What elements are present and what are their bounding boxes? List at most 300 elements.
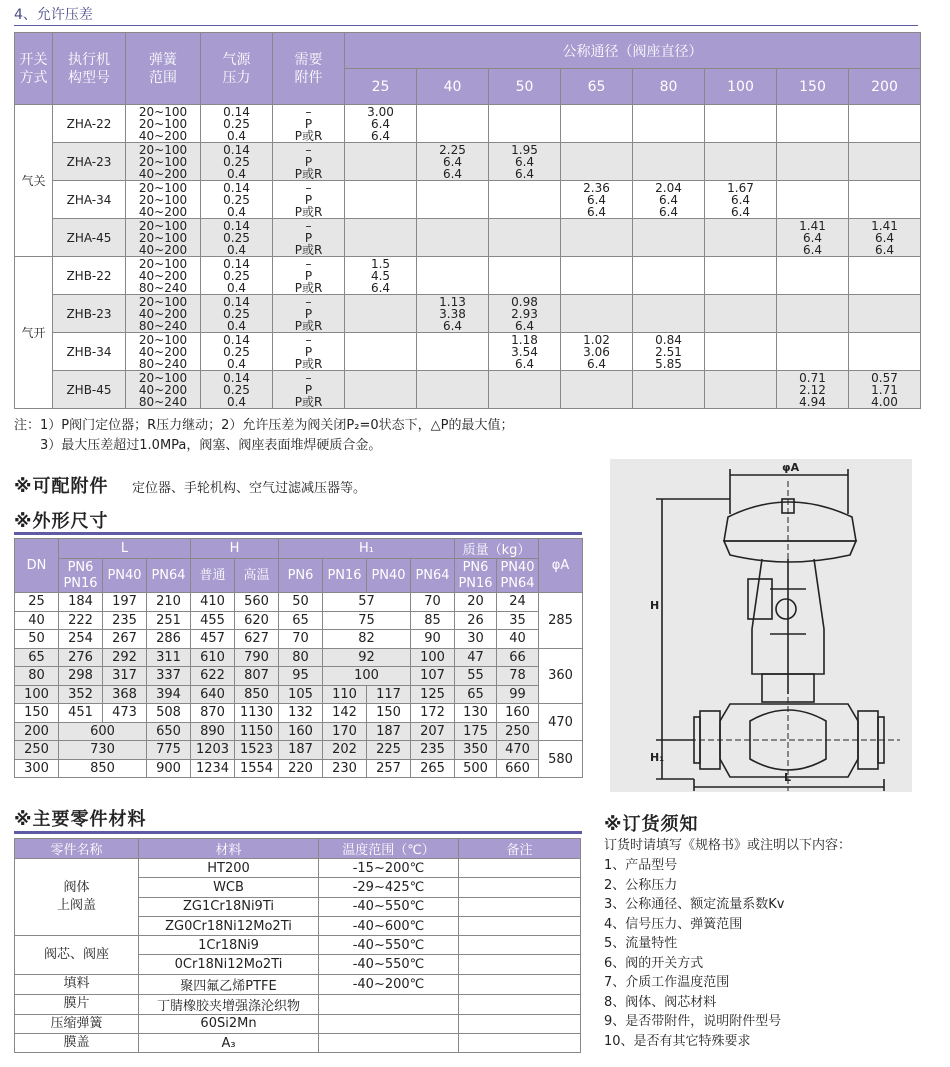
table-row [15,667,583,686]
pressure-value-cell [561,105,633,143]
title-underline [14,25,918,26]
pressure-value-cell [849,143,921,181]
l-cell: 276 [59,648,103,667]
materials-underline [14,831,582,834]
pressure-value-cell [633,143,705,181]
dim-cell: 55 [455,667,497,686]
dim-cell: 65 [455,685,497,704]
dim-cell: 250 [497,722,539,741]
dim-cell: 337 [147,667,191,686]
table-row [15,994,581,1014]
header-sub: 普通 [191,559,235,593]
pressure-value-cell [705,295,777,333]
dim-cell: 251 [147,611,191,630]
header-sub: PN40 [367,559,411,593]
pressure-value-cell [417,333,489,371]
header-nominal-diameter: 公称通径（阀座直径） [345,33,921,69]
part-name-cell: 阀体 上阀盖 [15,859,139,936]
header-switch_mode: 开关 方式 [15,33,53,105]
dimensions-title: ※外形尺寸 [14,511,109,532]
material-cell: A₃ [139,1034,319,1053]
remark-cell [459,897,581,916]
temperature-cell: -40~600℃ [319,916,459,935]
pressure-value-cell: 2.25 6.4 6.4 [417,143,489,181]
pressure-table [14,32,921,409]
dim-cell: 132 [279,704,323,723]
dn-cell: 250 [15,741,59,760]
section-title-allowable-pressure: 4、允许压差 [14,7,93,23]
h1-cell: 257 [367,759,411,778]
phiA-cell: 285 [539,593,583,649]
pressure-value-cell [849,181,921,219]
pressure-value-cell [633,219,705,257]
dn-cell: 300 [15,759,59,778]
l-cell: 267 [103,630,147,649]
valve-drawing [610,459,912,792]
header-sub: PN6 PN16 [455,559,497,593]
l-cell: 850 [59,759,147,778]
pressure-value-cell: 1.13 3.38 6.4 [417,295,489,333]
temperature-cell [319,994,459,1014]
dim-cell: 850 [235,685,279,704]
header-dn: 40 [417,69,489,105]
dim-cell: 1523 [235,741,279,760]
pressure-value-cell [489,219,561,257]
dimensions-table [14,538,583,778]
l-cell: 473 [103,704,147,723]
dim-cell: 1554 [235,759,279,778]
ordering-list [604,856,785,1051]
materials-header: 备注 [459,839,581,859]
h1-cell: 142 [323,704,367,723]
pressure-value-cell [417,219,489,257]
dim-cell: 66 [497,648,539,667]
part-name-cell: 阀芯、阀座 [15,936,139,975]
label-H: H [650,599,660,612]
materials-table [14,838,581,1053]
temperature-cell [319,1034,459,1053]
pressure-table-wrap [14,32,921,409]
dim-cell: 26 [455,611,497,630]
dn-cell: 65 [15,648,59,667]
table-row [15,593,583,612]
pressure-value-cell [633,105,705,143]
temperature-cell: -29~425℃ [319,878,459,897]
pressure-value-cell [345,181,417,219]
dim-cell: 50 [279,593,323,612]
l-cell: 730 [59,741,147,760]
pressure-value-cell [705,257,777,295]
h1-cell: 110 [323,685,367,704]
table-row [15,371,921,409]
ordering-item: 10、是否有其它特殊要求 [604,1033,751,1049]
material-cell: HT200 [139,859,319,878]
table-row [15,704,583,723]
header-h: H [191,539,279,559]
ordering-item: 1、产品型号 [604,858,678,873]
materials-title: ※主要零件材料 [14,809,147,830]
pressure-value-cell: 0.84 2.51 5.85 [633,333,705,371]
pressure-value-cell [417,371,489,409]
pressure-value-cell [561,143,633,181]
dn-cell: 200 [15,722,59,741]
dim-cell: 175 [455,722,497,741]
accessories-title: ※可配附件 [14,476,109,497]
actuator-model-cell: ZHB-22 [53,257,126,295]
dim-cell: 70 [279,630,323,649]
header-weight: 质量（kg） [455,539,539,559]
dim-cell: 187 [279,741,323,760]
dim-cell: 80 [279,648,323,667]
pressure-value-cell [417,181,489,219]
air-pressure-cell: 0.14 0.25 0.4 [201,333,273,371]
spring-range-cell: 20~100 20~100 40~200 [126,143,201,181]
valve-outline-svg [610,459,912,792]
air-pressure-cell: 0.14 0.25 0.4 [201,295,273,333]
dim-cell: 640 [191,685,235,704]
dim-cell: 40 [497,630,539,649]
actuator-model-cell: ZHA-22 [53,105,126,143]
pressure-value-cell: 1.95 6.4 6.4 [489,143,561,181]
ordering-item: 8、阀体、阀芯材料 [604,994,717,1010]
pressure-value-cell [777,143,849,181]
header-sub: PN64 [147,559,191,593]
header-sub: PN6 PN16 [59,559,103,593]
pressure-value-cell [561,257,633,295]
pressure-value-cell: 0.57 1.71 4.00 [849,371,921,409]
material-cell: 1Cr18Ni9 [139,936,319,955]
dim-cell: 100 [411,648,455,667]
remark-cell [459,1034,581,1053]
ordering-title: ※订货须知 [604,814,699,835]
actuator-model-cell: ZHB-23 [53,295,126,333]
pressure-value-cell: 0.71 2.12 4.94 [777,371,849,409]
air-pressure-cell: 0.14 0.25 0.4 [201,181,273,219]
temperature-cell: -40~550℃ [319,955,459,974]
dim-cell: 70 [411,593,455,612]
accessory-cell: – P P或R [273,257,345,295]
air-pressure-cell: 0.14 0.25 0.4 [201,143,273,181]
spring-range-cell: 20~100 40~200 80~240 [126,257,201,295]
header-dn: 50 [489,69,561,105]
remark-cell [459,936,581,955]
dn-cell: 40 [15,611,59,630]
dim-cell: 235 [411,741,455,760]
pressure-value-cell: 1.18 3.54 6.4 [489,333,561,371]
pressure-value-cell [489,371,561,409]
accessory-cell: – P P或R [273,105,345,143]
table-row [15,974,581,994]
h1-cell: 187 [367,722,411,741]
table-row [15,1014,581,1033]
pressure-value-cell: 1.5 4.5 6.4 [345,257,417,295]
header-dn: DN [15,539,59,593]
dn-cell: 25 [15,593,59,612]
l-cell: 292 [103,648,147,667]
pressure-value-cell [705,219,777,257]
label-H1: H₁ [650,751,665,764]
header-sub: PN16 [323,559,367,593]
materials-header: 零件名称 [15,839,139,859]
pressure-value-cell [777,257,849,295]
pressure-value-cell [849,105,921,143]
ordering-item: 7、介质工作温度范围 [604,975,730,990]
dim-cell: 394 [147,685,191,704]
header-h1: H₁ [279,539,455,559]
dim-cell: 99 [497,685,539,704]
table-row [15,859,581,878]
pressure-value-cell [561,295,633,333]
table-row [15,611,583,630]
dimensions-underline [14,532,582,535]
note-line-2: 3）最大压差超过1.0MPa，阀塞、阀座表面堆焊硬质合金。 [40,438,382,453]
air-pressure-cell: 0.14 0.25 0.4 [201,257,273,295]
pressure-value-cell: 2.36 6.4 6.4 [561,181,633,219]
actuator-model-cell: ZHB-45 [53,371,126,409]
material-cell: ZG1Cr18Ni9Ti [139,897,319,916]
pressure-value-cell [561,219,633,257]
phiA-cell: 470 [539,704,583,741]
accessory-cell: – P P或R [273,143,345,181]
spring-range-cell: 20~100 20~100 40~200 [126,181,201,219]
accessory-cell: – P P或R [273,333,345,371]
pressure-value-cell [561,371,633,409]
table-row [15,759,583,778]
dn-cell: 150 [15,704,59,723]
accessory-cell: – P P或R [273,295,345,333]
dim-cell: 1130 [235,704,279,723]
l-cell: 451 [59,704,103,723]
pressure-value-cell [777,295,849,333]
dim-cell: 210 [147,593,191,612]
header-spring_range: 弹簧 范围 [126,33,201,105]
spring-range-cell: 20~100 20~100 40~200 [126,219,201,257]
header-sub: 高温 [235,559,279,593]
accessory-cell: – P P或R [273,371,345,409]
pressure-value-cell: 1.02 3.06 6.4 [561,333,633,371]
dim-cell: 47 [455,648,497,667]
actuator-model-cell: ZHB-34 [53,333,126,371]
h1-cell: 117 [367,685,411,704]
dim-cell: 890 [191,722,235,741]
pressure-value-cell [849,295,921,333]
h1-cell: 57 [323,593,411,612]
dim-cell: 807 [235,667,279,686]
dim-cell: 35 [497,611,539,630]
pressure-value-cell [849,257,921,295]
dim-cell: 172 [411,704,455,723]
h1-cell: 225 [367,741,411,760]
pressure-value-cell: 1.41 6.4 6.4 [849,219,921,257]
air-pressure-cell: 0.14 0.25 0.4 [201,371,273,409]
label-phiA: φA [782,461,800,474]
dim-cell: 350 [455,741,497,760]
dim-cell: 627 [235,630,279,649]
dim-cell: 78 [497,667,539,686]
pressure-value-cell [633,257,705,295]
pressure-value-cell [705,143,777,181]
pressure-value-cell [489,105,561,143]
table-row [15,685,583,704]
switch-mode-cell: 气开 [15,257,53,409]
material-cell: 聚四氟乙烯PTFE [139,974,319,994]
dim-cell: 286 [147,630,191,649]
header-dn: 100 [705,69,777,105]
accessory-cell: – P P或R [273,181,345,219]
l-cell: 298 [59,667,103,686]
l-cell: 368 [103,685,147,704]
material-cell: 丁腈橡胶夹增强涤沦织物 [139,994,319,1014]
material-cell: WCB [139,878,319,897]
table-row [15,1034,581,1053]
dim-cell: 24 [497,593,539,612]
pressure-value-cell [345,143,417,181]
table-row [15,257,921,295]
dim-cell: 622 [191,667,235,686]
dn-cell: 100 [15,685,59,704]
table-row [15,722,583,741]
dim-cell: 650 [147,722,191,741]
header-dn: 65 [561,69,633,105]
table-row [15,936,581,955]
table-row [15,105,921,143]
l-cell: 222 [59,611,103,630]
dim-cell: 65 [279,611,323,630]
header-dn: 80 [633,69,705,105]
part-name-cell: 压缩弹簧 [15,1014,139,1033]
temperature-cell: -40~550℃ [319,897,459,916]
dim-cell: 220 [279,759,323,778]
pressure-value-cell [777,105,849,143]
dim-cell: 1203 [191,741,235,760]
part-name-cell: 填料 [15,974,139,994]
temperature-cell: -40~550℃ [319,936,459,955]
remark-cell [459,878,581,897]
spring-range-cell: 20~100 40~200 80~240 [126,333,201,371]
l-cell: 184 [59,593,103,612]
table-row [15,630,583,649]
dim-cell: 870 [191,704,235,723]
air-pressure-cell: 0.14 0.25 0.4 [201,105,273,143]
pressure-value-cell [633,295,705,333]
phiA-cell: 580 [539,741,583,778]
note-line-1: 注：1）P阀门定位器；R压力继动；2）允许压差为阀关闭P₂=0状态下，△P的最大值； [14,418,514,433]
h1-cell: 202 [323,741,367,760]
remark-cell [459,859,581,878]
remark-cell [459,955,581,974]
pressure-value-cell [417,257,489,295]
h1-cell: 75 [323,611,411,630]
dim-cell: 508 [147,704,191,723]
dimensions-table-wrap [14,538,583,778]
ordering-intro: 订货时请填写《规格书》或注明以下内容： [604,838,852,853]
dim-cell: 790 [235,648,279,667]
l-cell: 317 [103,667,147,686]
material-cell: 0Cr18Ni12Mo2Ti [139,955,319,974]
l-cell: 235 [103,611,147,630]
header-air_pressure: 气源 压力 [201,33,273,105]
header-sub: PN6 [279,559,323,593]
pressure-value-cell: 0.98 2.93 6.4 [489,295,561,333]
dim-cell: 620 [235,611,279,630]
dim-cell: 130 [455,704,497,723]
ordering-item: 5、流量特性 [604,936,678,951]
materials-table-wrap [14,838,581,1053]
l-cell: 352 [59,685,103,704]
header-sub: PN40 [103,559,147,593]
pressure-value-cell [345,295,417,333]
pressure-value-cell [489,257,561,295]
pressure-value-cell [345,333,417,371]
table-row [15,181,921,219]
spring-range-cell: 20~100 20~100 40~200 [126,105,201,143]
header-sub: PN64 [411,559,455,593]
dim-cell: 660 [497,759,539,778]
dim-cell: 455 [191,611,235,630]
dim-cell: 900 [147,759,191,778]
pressure-value-cell [345,219,417,257]
dim-cell: 20 [455,593,497,612]
remark-cell [459,994,581,1014]
dim-cell: 95 [279,667,323,686]
dn-cell: 50 [15,630,59,649]
table-row [15,219,921,257]
h1-cell: 82 [323,630,411,649]
dim-cell: 1150 [235,722,279,741]
pressure-value-cell: 2.04 6.4 6.4 [633,181,705,219]
temperature-cell: -15~200℃ [319,859,459,878]
air-pressure-cell: 0.14 0.25 0.4 [201,219,273,257]
spring-range-cell: 20~100 40~200 80~240 [126,371,201,409]
pressure-value-cell [705,105,777,143]
dim-cell: 610 [191,648,235,667]
table-row [15,295,921,333]
pressure-value-cell [633,371,705,409]
accessories-text: 定位器、手轮机构、空气过滤减压器等。 [132,481,367,496]
table-row [15,648,583,667]
ordering-item: 4、信号压力、弹簧范围 [604,916,743,932]
material-cell: 60Si2Mn [139,1014,319,1033]
accessory-cell: – P P或R [273,219,345,257]
phiA-cell: 360 [539,648,583,704]
ordering-item: 2、公称压力 [604,877,678,893]
pressure-value-cell [777,181,849,219]
header-phiA: φA [539,539,583,593]
pressure-value-cell: 3.00 6.4 6.4 [345,105,417,143]
dim-cell: 410 [191,593,235,612]
dim-cell: 160 [497,704,539,723]
header-dn: 150 [777,69,849,105]
temperature-cell [319,1014,459,1033]
pressure-value-cell [777,333,849,371]
h1-cell: 230 [323,759,367,778]
ordering-item: 6、阀的开关方式 [604,955,704,971]
part-name-cell: 膜片 [15,994,139,1014]
dim-cell: 500 [455,759,497,778]
materials-header: 材料 [139,839,319,859]
dim-cell: 311 [147,648,191,667]
material-cell: ZG0Cr18Ni12Mo2Ti [139,916,319,935]
header-actuator_model: 执行机 构型号 [53,33,126,105]
pressure-value-cell [489,181,561,219]
dim-cell: 160 [279,722,323,741]
remark-cell [459,974,581,994]
dim-cell: 560 [235,593,279,612]
dim-cell: 30 [455,630,497,649]
dim-cell: 85 [411,611,455,630]
h1-cell: 150 [367,704,411,723]
temperature-cell: -40~200℃ [319,974,459,994]
